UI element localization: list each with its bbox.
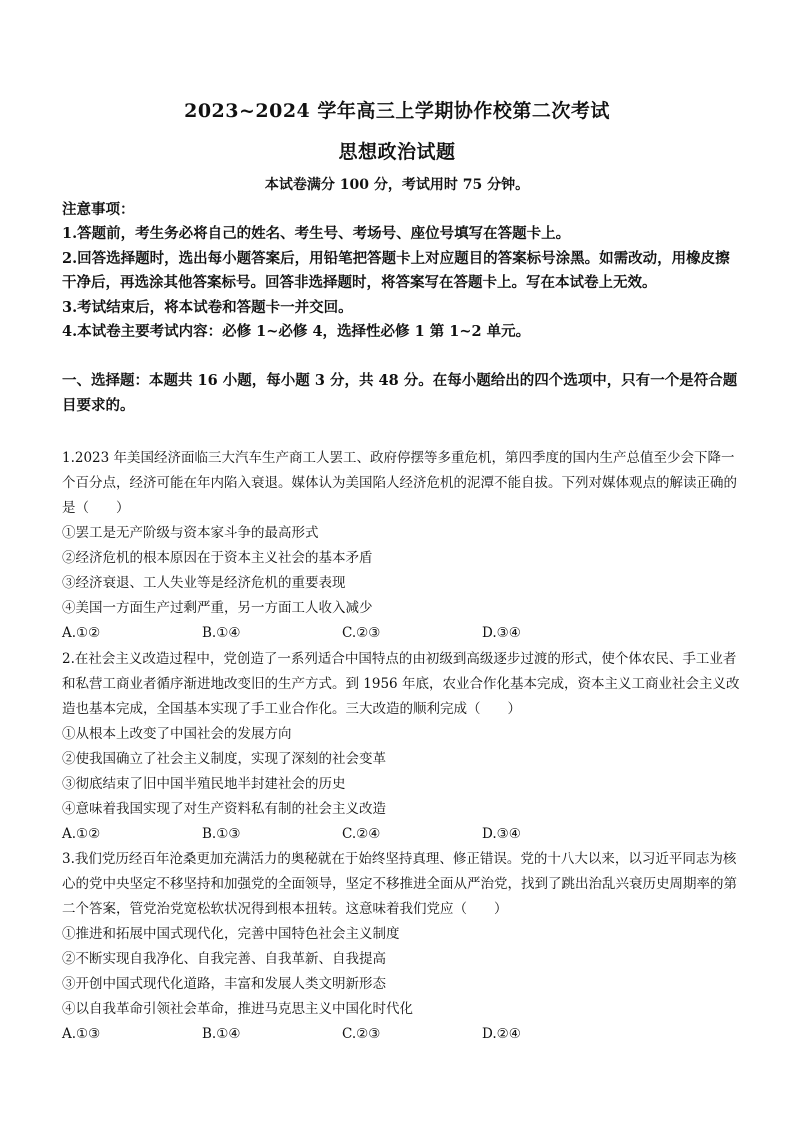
choice-a: A.①③ bbox=[62, 1026, 101, 1042]
exam-title: 2023~2024 学年高三上学期协作校第二次考试 bbox=[184, 100, 610, 122]
answer-choices bbox=[62, 621, 742, 646]
question-option: ①推进和拓展中国式现代化，完善中国特色社会主义制度 bbox=[62, 926, 400, 942]
question-option: ②不断实现自我净化、自我完善、自我革新、自我提高 bbox=[62, 951, 386, 967]
choice-a: A.①② bbox=[62, 826, 101, 842]
question-1 bbox=[62, 446, 742, 646]
choice-d: D.③④ bbox=[482, 625, 521, 641]
choice-b: B.①④ bbox=[202, 625, 241, 641]
question-option: ④意味着我国实现了对生产资料私有制的社会主义改造 bbox=[62, 801, 386, 817]
choice-b: B.①④ bbox=[202, 1026, 241, 1042]
question-2 bbox=[62, 647, 742, 847]
question-stem: 2.在社会主义改造过程中，党创造了一系列适合中国特点的由初级到高级逐步过渡的形式，使个体农民、手工业者和私营工商业者循序渐进地改变旧的生产方式。到 1956 年底，农业合作化基本完成，资本主义工商业社会主义改造也基本完成，全国基本实现了手工业合作化。三大改造的顺利完成（ ） bbox=[62, 651, 740, 717]
answer-choices bbox=[62, 822, 742, 847]
question-option: ③彻底结束了旧中国半殖民地半封建社会的历史 bbox=[62, 776, 346, 792]
question-stem: 1.2023 年美国经济面临三大汽车生产商工人罢工、政府停摆等多重危机，第四季度的国内生产总值至少会下降一个百分点，经济可能在年内陷入衰退。媒体认为美国陷人经济危机的泥潭不能自拔。下列对媒体观点的解读正确的是（ ） bbox=[62, 450, 737, 516]
choice-c: C.②③ bbox=[342, 625, 381, 641]
section-heading: 一、选择题：本题共 16 小题，每小题 3 分，共 48 分。在每小题给出的四个选项中，只有一个是符合题目要求的。 bbox=[62, 372, 738, 414]
choice-a: A.①② bbox=[62, 625, 101, 641]
exam-subtitle: 本试卷满分 100 分，考试用时 75 分钟。 bbox=[264, 177, 530, 193]
question-option: ④美国一方面生产过剩严重，另一方面工人收入减少 bbox=[62, 600, 373, 616]
question-option: ①从根本上改变了中国社会的发展方向 bbox=[62, 726, 292, 742]
choice-c: C.②④ bbox=[342, 826, 381, 842]
choice-d: D.②④ bbox=[482, 1026, 521, 1042]
question-option: ④以自我革命引领社会革命，推进马克思主义中国化时代化 bbox=[62, 1001, 413, 1017]
choice-d: D.③④ bbox=[482, 826, 521, 842]
notice-item: 4.本试卷主要考试内容：必修 1~必修 4，选择性必修 1 第 1~2 单元。 bbox=[62, 323, 531, 340]
notice-list bbox=[62, 222, 742, 345]
question-option: ②使我国确立了社会主义制度，实现了深刻的社会变革 bbox=[62, 751, 386, 767]
question-option: ③开创中国式现代化道路，丰富和发展人类文明新形态 bbox=[62, 976, 386, 992]
subject-title: 思想政治试题 bbox=[338, 141, 456, 163]
choice-b: B.①③ bbox=[202, 826, 241, 842]
question-option: ②经济危机的根本原因在于资本主义社会的基本矛盾 bbox=[62, 550, 373, 566]
choice-c: C.②③ bbox=[342, 1026, 381, 1042]
question-option: ③经济衰退、工人失业等是经济危机的重要表现 bbox=[62, 575, 346, 591]
answer-choices bbox=[62, 1022, 742, 1047]
notice-item: 3.考试结束后，将本试卷和答题卡一并交回。 bbox=[62, 298, 353, 316]
notice-item: 1.答题前，考生务必将自己的姓名、考生号、考场号、座位号填写在答题卡上。 bbox=[62, 225, 571, 242]
notice-heading: 注意事项： bbox=[62, 201, 135, 218]
notice-item: 2.回答选择题时，选出每小题答案后，用铅笔把答题卡上对应题目的答案标号涂黑。如需改动，用橡皮擦干净后，再选涂其他答案标号。回答非选择题时，将答案写在答题卡上。写在本试卷上无效。 bbox=[62, 249, 730, 291]
question-3 bbox=[62, 847, 742, 1047]
question-option: ①罢工是无产阶级与资本家斗争的最高形式 bbox=[62, 525, 319, 541]
question-stem: 3.我们党历经百年沧桑更加充满活力的奥秘就在于始终坚持真理、修正错误。党的十八大以来，以习近平同志为核心的党中央坚定不移坚持和加强党的全面领导，坚定不移推进全面从严治党，找到了跳出治乱兴衰历史周期率的第二个答案，管党治党宽松软状况得到根本扭转。这意味着我们党应（ ） bbox=[62, 851, 737, 917]
